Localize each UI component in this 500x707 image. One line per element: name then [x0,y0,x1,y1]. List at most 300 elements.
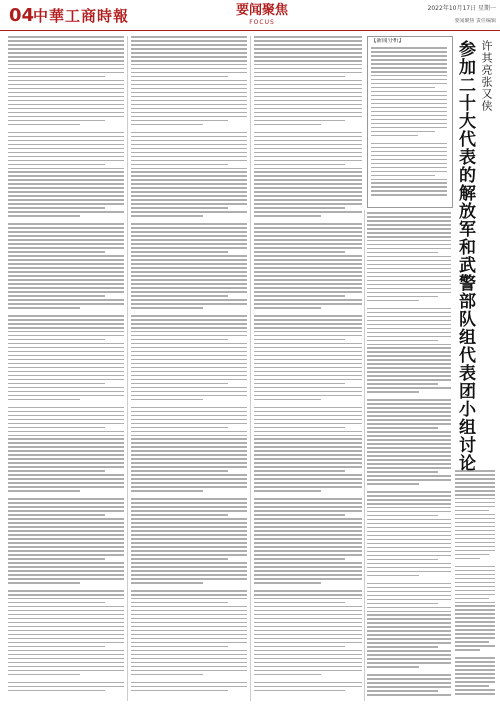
text-line [8,590,124,592]
text-line [131,339,228,341]
text-line [131,634,247,636]
text-line [367,264,451,266]
text-line [455,681,495,683]
text-line [367,495,451,497]
text-line [254,347,362,349]
text-line [131,255,247,257]
text-line [254,116,362,118]
text-line [367,682,451,684]
text-line [131,199,247,201]
text-line [254,335,362,337]
text-line [131,602,228,604]
text-line [8,375,124,377]
text-line [8,315,124,317]
text-line [254,538,362,540]
text-line [254,223,362,225]
text-line [254,486,362,488]
text-line [8,431,124,433]
text-line [254,247,362,249]
text-line [367,320,451,322]
text-line [254,562,362,564]
article-column-1 [8,36,124,694]
text-line [8,215,80,217]
text-line [254,387,362,389]
text-line [367,280,451,282]
text-line [254,514,345,516]
text-line [8,84,124,86]
text-line [455,578,495,580]
text-line [254,510,362,512]
text-line [131,68,247,70]
text-line [131,207,228,209]
text-line [8,482,124,484]
text-line [254,530,362,532]
text-line [131,658,247,660]
text-line [131,144,247,146]
text-line [367,603,438,605]
text-line [131,682,247,684]
text-line [131,44,247,46]
text-line [8,88,124,90]
text-line [254,132,362,134]
text-line [367,459,451,461]
text-line [367,260,451,262]
text-line [8,578,124,580]
text-line [131,92,247,94]
text-line [367,423,451,425]
text-line [254,195,362,197]
text-line [131,367,247,369]
text-line [131,319,247,321]
text-line [131,267,247,269]
text-line [367,324,451,326]
text-line [8,104,124,106]
text-line [131,411,247,413]
text-line [254,407,362,409]
text-line [131,470,228,472]
text-line [254,498,362,500]
text-line [371,119,447,121]
text-line [371,103,447,105]
text-line [254,618,362,620]
text-line [455,665,495,667]
text-line [254,554,362,556]
text-line [8,642,124,644]
text-line [367,674,451,676]
text-line [367,431,451,433]
text-line [131,40,247,42]
text-line [8,674,80,676]
text-line [254,307,321,309]
text-line [254,435,362,437]
text-line [367,347,451,349]
text-line [131,275,247,277]
text-line [8,112,124,114]
text-line [8,602,105,604]
text-line [254,610,362,612]
text-line [254,36,362,38]
text-line [131,60,247,62]
text-line [455,514,495,516]
text-line [8,646,105,648]
text-line [8,187,124,189]
text-line [8,207,105,209]
text-line [367,391,419,393]
text-line [371,91,447,93]
text-line [455,502,495,504]
text-line [254,271,362,273]
text-line [131,638,247,640]
text-line [8,100,124,102]
text-line [8,148,124,150]
text-line [254,478,362,480]
text-line [254,367,362,369]
text-line [131,251,228,253]
text-line [131,148,247,150]
text-line [455,482,495,484]
text-line [367,543,451,545]
text-line [367,650,451,652]
text-line [131,239,247,241]
text-line [254,582,321,584]
text-line [371,143,447,145]
text-line [131,279,247,281]
text-line [131,76,228,78]
text-line [455,518,495,520]
text-line [131,351,247,353]
text-line [455,617,495,619]
text-line [8,275,124,277]
text-line [131,618,247,620]
text-line [131,562,247,564]
text-line [131,355,247,357]
text-line [8,287,124,289]
text-line [8,132,124,134]
text-line [254,112,362,114]
text-line [254,454,362,456]
text-line [8,379,124,381]
text-line [254,542,362,544]
text-line [367,355,451,357]
text-line [8,618,124,620]
text-line [131,458,247,460]
text-line [367,232,451,234]
text-line [254,566,362,568]
text-line [131,64,247,66]
text-line [371,95,447,97]
text-line [131,195,247,197]
text-line [254,339,345,341]
text-line [254,255,362,257]
text-line [367,618,451,620]
text-line [131,323,247,325]
text-line [131,478,247,480]
text-line [367,523,451,525]
text-line [367,288,451,290]
text-line [8,566,124,568]
text-line [455,546,495,548]
text-line [367,471,438,473]
text-line [455,566,495,568]
text-line [131,391,247,393]
text-line [131,387,247,389]
text-line [367,567,451,569]
text-line [131,510,247,512]
page-number: 04 [9,5,35,26]
text-line [131,263,247,265]
text-line [254,239,362,241]
text-line [254,594,362,596]
text-line [455,602,495,604]
text-line [455,534,495,536]
text-line [8,610,124,612]
text-line [254,502,362,504]
text-line [367,535,451,537]
text-line [131,427,228,429]
text-line [254,355,362,357]
text-line [131,84,247,86]
text-line [254,534,362,536]
text-line [8,442,124,444]
text-line [131,375,247,377]
text-line [8,136,124,138]
text-line [254,423,362,425]
text-line [131,104,247,106]
text-line [8,299,124,301]
text-line [254,399,321,401]
text-line [371,47,447,49]
text-line [367,694,451,696]
text-line [131,363,247,365]
text-line [371,107,447,109]
text-line [131,203,247,205]
text-line [455,526,495,528]
text-line [254,279,362,281]
text-line [367,507,451,509]
text-line [367,340,438,342]
text-line [8,183,124,185]
text-line [455,637,495,639]
text-line [8,144,124,146]
text-line [131,395,247,397]
text-line [455,510,489,512]
text-line [8,223,124,225]
text-line [367,344,451,346]
text-line [131,474,247,476]
text-line [8,478,124,480]
text-line [371,83,447,85]
text-line [455,486,495,488]
text-line [8,650,124,652]
text-line [131,666,247,668]
text-line [367,252,438,254]
text-line [367,435,451,437]
text-line [367,563,451,565]
text-line [367,328,451,330]
text-line [8,56,124,58]
text-line [254,375,362,377]
text-line [8,179,124,181]
text-line [131,546,247,548]
text-line [254,391,362,393]
text-line [254,431,362,433]
text-line [254,156,362,158]
text-line [8,227,124,229]
text-line [367,375,451,377]
text-line [131,662,247,664]
text-line [8,267,124,269]
text-line [131,168,247,170]
text-line [8,510,124,512]
text-line [254,215,321,217]
text-line [131,315,247,317]
text-line [367,220,451,222]
text-line [8,438,124,440]
text-line [131,538,247,540]
text-line [254,646,345,648]
text-line [367,276,451,278]
text-line [8,367,124,369]
text-line [254,48,362,50]
text-line [131,187,247,189]
text-line [131,654,247,656]
text-line [254,379,362,381]
text-line [455,554,489,556]
page-header [0,0,500,31]
text-line [254,44,362,46]
text-line [131,140,247,142]
text-line [254,558,345,560]
text-line [367,654,451,656]
text-line [254,243,362,245]
text-line [131,327,247,329]
text-line [131,100,247,102]
text-line [131,112,247,114]
text-line [8,48,124,50]
text-line [131,558,228,560]
text-line [254,570,362,572]
text-line [367,419,451,421]
text-line [254,207,345,209]
text-line [131,52,247,54]
text-line [131,227,247,229]
text-line [131,120,228,122]
text-line [8,235,124,237]
text-line [367,244,451,246]
text-line [8,383,105,385]
text-line [8,506,124,508]
text-line [8,550,124,552]
text-line [254,438,362,440]
text-line [8,359,124,361]
text-line [8,108,124,110]
text-line [455,586,495,588]
text-line [131,116,247,118]
text-line [131,160,247,162]
text-line [131,80,247,82]
text-line [455,673,495,675]
masthead: 中華工商時報 [33,7,130,25]
text-line [8,542,124,544]
text-line [8,295,105,297]
text-line [371,71,447,73]
text-line [131,690,228,692]
text-line [131,674,203,676]
text-line [8,343,124,345]
text-line [254,363,362,365]
text-line [8,44,124,46]
text-line [254,602,345,604]
text-line [371,171,447,173]
text-line [254,419,362,421]
text-line [367,678,451,680]
text-line [367,248,451,250]
text-line [367,463,451,465]
text-line [131,650,247,652]
text-line [254,490,321,492]
text-line [254,343,362,345]
text-line [131,299,247,301]
text-line [254,614,362,616]
text-line [8,92,124,94]
text-line [254,674,321,676]
text-line [8,399,80,401]
text-line [254,327,362,329]
text-line [131,383,228,385]
text-line [254,40,362,42]
text-line [455,689,495,691]
text-line [254,590,362,592]
text-line [8,454,124,456]
text-line [131,506,247,508]
text-line [254,92,362,94]
text-line [254,323,362,325]
text-line [131,211,247,213]
text-line [8,255,124,257]
text-line [371,190,447,192]
text-line [131,291,247,293]
text-line [131,371,247,373]
text-line [367,511,451,513]
text-line [455,594,495,596]
text-line [254,634,362,636]
text-line [367,371,451,373]
editor-line: 要闻聚焦 责任编辑 [454,18,496,24]
text-line [367,614,451,616]
text-line [367,483,419,485]
text-line [131,462,247,464]
text-line [8,335,124,337]
text-line [254,415,362,417]
text-line [254,152,362,154]
text-line [455,550,495,552]
text-line [455,657,495,659]
text-line [254,446,362,448]
text-line [8,36,124,38]
text-line [367,607,451,609]
text-line [131,136,247,138]
text-line [254,359,362,361]
text-line [8,259,124,261]
text-line [254,80,362,82]
text-line [131,482,247,484]
text-line [254,427,345,429]
text-line [8,363,124,365]
text-line [131,542,247,544]
text-line [367,587,451,589]
text-line [8,522,124,524]
text-line [8,530,124,532]
